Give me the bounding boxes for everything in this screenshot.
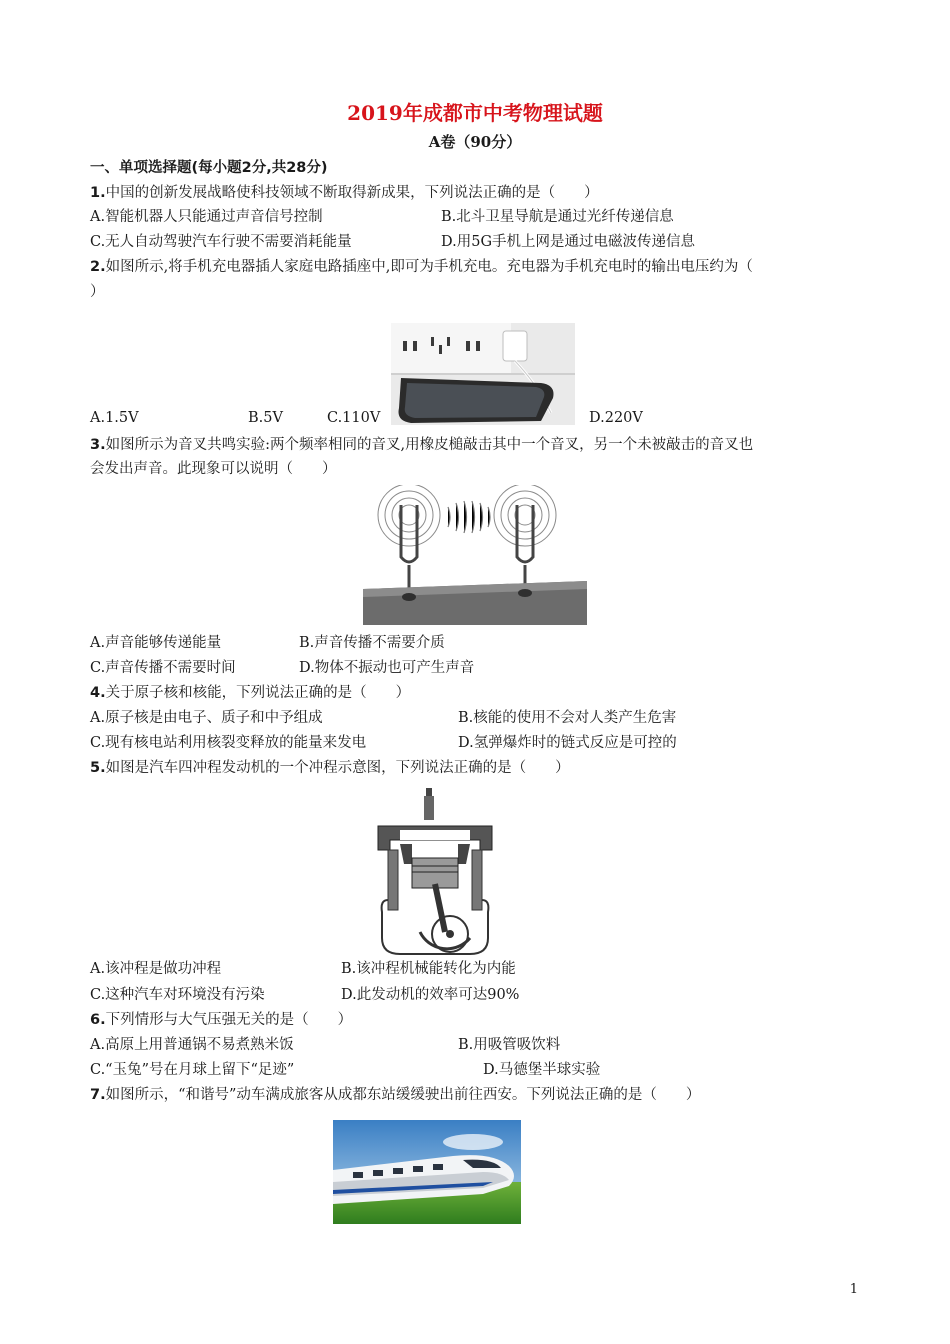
- page-number: 1: [849, 1282, 858, 1297]
- phone-charger-figure: [391, 323, 575, 425]
- question-3-option-a: A.声音能够传递能量: [90, 635, 222, 651]
- question-4-option-c: C.现有核电站利用核裂变释放的能量来发电: [90, 735, 367, 751]
- question-1-stem: 1.中国的创新发展战略使科技领域不断取得新成果，下列说法正确的是（ ）: [90, 185, 599, 201]
- question-2-option-a: A.1.5V: [90, 410, 139, 426]
- question-3-stem-cont: 会发出声音。此现象可以说明（ ）: [90, 461, 337, 477]
- question-3-option-d: D.物体不振动也可产生声音: [299, 660, 475, 676]
- question-6-option-c: C.“玉兔”号在月球上留下“足迹”: [90, 1062, 295, 1078]
- question-6-option-b: B.用吸管吸饮料: [458, 1037, 561, 1053]
- question-3-option-c: C.声音传播不需要时间: [90, 660, 236, 676]
- exam-subtitle: A卷（90分）: [428, 133, 522, 151]
- question-1-option-d: D.用5G手机上网是通过电磁波传递信息: [441, 234, 696, 250]
- section-heading: 一、单项选择题(每小题2分,共28分): [90, 160, 328, 176]
- question-2-stem-cont: ）: [90, 284, 105, 300]
- question-1-option-c: C.无人自动驾驶汽车行驶不需要消耗能量: [90, 234, 352, 250]
- question-3-stem: 3.如图所示为音叉共鸣实验:两个频率相同的音叉,用橡皮槌敲击其中一个音叉，另一个未被敲击的音叉也: [90, 437, 754, 453]
- question-5-option-b: B.该冲程机械能转化为内能: [341, 961, 516, 977]
- question-6-option-a: A.高原上用普通锅不易煮熟米饭: [90, 1037, 294, 1053]
- question-4-stem: 4.关于原子核和核能，下列说法正确的是（ ）: [90, 685, 411, 701]
- question-1-option-b: B.北斗卫星导航是通过光纤传递信息: [441, 209, 674, 225]
- question-2-option-c: C.110V: [327, 410, 381, 426]
- question-4-option-d: D.氢弹爆炸时的链式反应是可控的: [458, 735, 677, 751]
- tuning-fork-figure: [363, 485, 587, 625]
- question-7-stem: 7.如图所示，“和谐号”动车满成旅客从成都东站缓缓驶出前往西安。下列说法正确的是（ ）: [90, 1087, 701, 1103]
- question-5-stem: 5.如图是汽车四冲程发动机的一个冲程示意图，下列说法正确的是（ ）: [90, 760, 570, 776]
- question-6-option-d: D.马德堡半球实验: [483, 1062, 601, 1078]
- bullet-train-figure: [333, 1120, 521, 1224]
- question-2-option-d: D.220V: [589, 410, 643, 426]
- question-2-stem: 2.如图所示,将手机充电器插人家庭电路插座中,即可为手机充电。充电器为手机充电时的输出电压约为（: [90, 259, 753, 275]
- question-5-option-d: D.此发动机的效率可达90%: [341, 987, 520, 1003]
- question-4-option-a: A.原子核是由电子、质子和中予组成: [90, 710, 323, 726]
- question-4-option-b: B.核能的使用不会对人类产生危害: [458, 710, 677, 726]
- question-3-option-b: B.声音传播不需要介质: [299, 635, 445, 651]
- engine-stroke-figure: [360, 788, 510, 956]
- question-6-stem: 6.下列情形与大气压强无关的是（ ）: [90, 1012, 353, 1028]
- question-1-option-a: A.智能机器人只能通过声音信号控制: [90, 209, 323, 225]
- exam-title: 2019年成都市中考物理试题: [347, 101, 603, 125]
- question-5-option-a: A.该冲程是做功冲程: [90, 961, 222, 977]
- question-2-option-b: B.5V: [248, 410, 283, 426]
- question-5-option-c: C.这种汽车对环境没有污染: [90, 987, 265, 1003]
